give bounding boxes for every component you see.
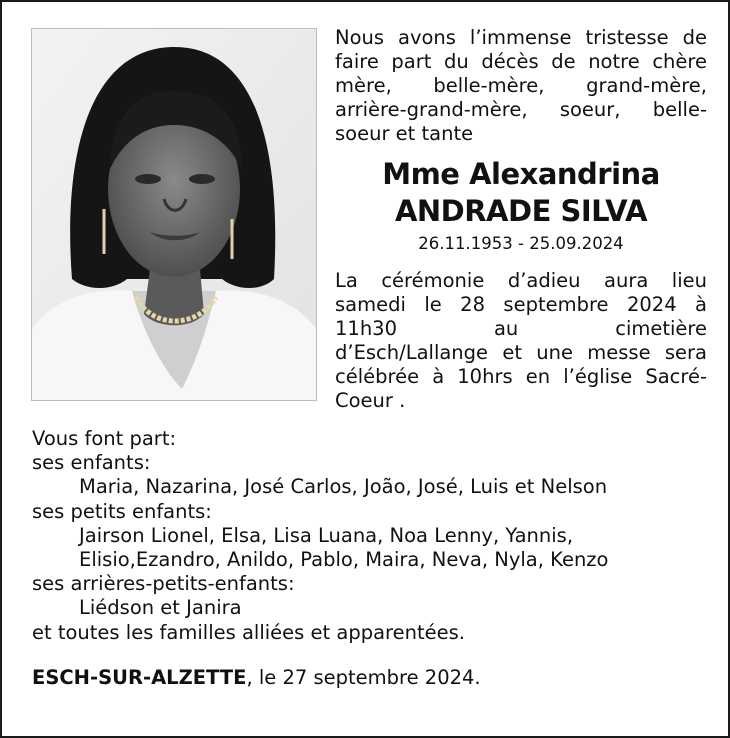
intro-line: arrière-grand-mère, soeur, belle- bbox=[335, 98, 707, 121]
ceremony-line: La cérémonie d’adieu aura lieu bbox=[335, 269, 707, 292]
ceremony-line: Coeur . bbox=[335, 389, 406, 412]
deceased-name-line2: ANDRADE SILVA bbox=[394, 194, 648, 228]
intro-line: mère, belle-mère, grand-mère, bbox=[335, 74, 707, 97]
signoff-date: , le 27 septembre 2024. bbox=[246, 666, 481, 689]
great-grandchildren-label: ses arrières-petits-enfants: bbox=[32, 572, 295, 596]
great-grandchildren-names: Liédson et Janira bbox=[79, 596, 242, 620]
family-list bbox=[32, 427, 712, 645]
ceremony-line: d’Esch/Lallange et une messe sera bbox=[335, 341, 707, 364]
family-heading: Vous font part: bbox=[32, 427, 177, 450]
ceremony-line: samedi le 28 septembre 2024 à bbox=[335, 293, 707, 316]
signoff-place: ESCH-SUR-ALZETTE bbox=[32, 666, 247, 689]
intro-line: Nous avons l’immense tristesse de bbox=[335, 26, 707, 49]
ceremony-text bbox=[335, 269, 707, 413]
children-label: ses enfants: bbox=[32, 451, 151, 475]
portrait-photo bbox=[31, 28, 317, 401]
deceased-name-line1: Mme Alexandrina bbox=[382, 157, 660, 191]
intro-line: faire part du décès de notre chère bbox=[335, 50, 707, 73]
life-dates: 26.11.1953 - 25.09.2024 bbox=[418, 234, 624, 253]
children-names: Maria, Nazarina, José Carlos, João, José, Luis et Nelson bbox=[79, 475, 608, 499]
grandchildren-label: ses petits enfants: bbox=[32, 499, 212, 523]
grandchildren-names: Jairson Lionel, Elsa, Lisa Luana, Noa Lenny, Yannis, bbox=[79, 523, 574, 547]
ceremony-line: 11h30 au cimetière bbox=[335, 317, 707, 340]
intro-line: soeur et tante bbox=[335, 122, 474, 145]
signoff bbox=[32, 666, 712, 690]
grandchildren-names: Elisio,Ezandro, Anildo, Pablo, Maira, Neva, Nyla, Kenzo bbox=[79, 548, 609, 572]
intro-text bbox=[335, 26, 707, 146]
ceremony-line: célébrée à 10hrs en l’église Sacré- bbox=[335, 365, 707, 388]
family-closing: et toutes les familles alliées et apparentées. bbox=[32, 620, 465, 644]
